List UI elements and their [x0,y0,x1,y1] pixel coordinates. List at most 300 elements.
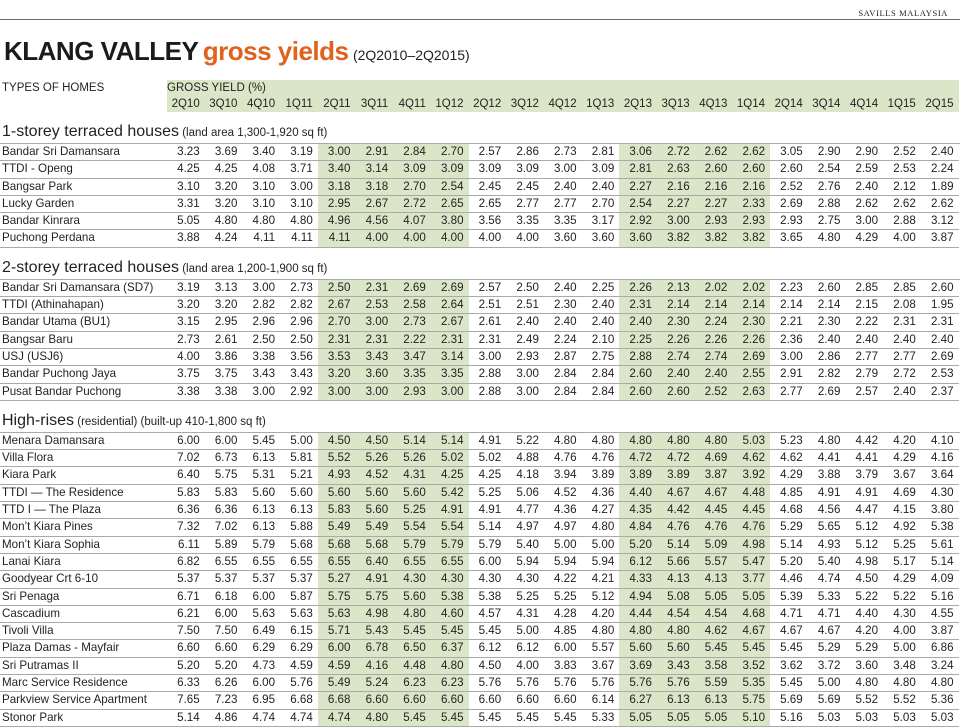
yield-cell: 4.10 [921,432,959,449]
yield-cell: 2.26 [732,331,770,348]
table-row [0,588,960,605]
yield-cell: 2.26 [657,331,695,348]
yield-cell: 2.88 [619,348,657,365]
yield-cell: 2.93 [732,213,770,230]
yield-cell: 3.86 [205,348,243,365]
yield-cell: 5.05 [619,709,657,726]
yield-cell: 2.74 [695,348,733,365]
yield-cell: 4.88 [506,450,544,467]
yield-cell: 4.00 [469,230,507,247]
yield-cell: 2.27 [695,195,733,212]
table-row [0,314,960,331]
top-rule [0,19,960,20]
yield-cell: 2.63 [732,383,770,400]
yield-cell: 4.25 [469,467,507,484]
yield-cell: 6.13 [280,502,318,519]
yield-cell: 3.35 [393,366,431,383]
yield-cell: 4.00 [883,623,921,640]
yield-cell: 5.60 [657,640,695,657]
yield-cell: 2.73 [393,314,431,331]
yield-cell: 5.38 [469,588,507,605]
table-row [0,675,960,692]
yield-cell: 5.68 [318,536,356,553]
yield-cell: 5.14 [393,432,431,449]
yield-cell: 5.37 [280,571,318,588]
yield-cell: 4.41 [808,450,846,467]
yield-cell: 2.30 [808,314,846,331]
yield-cell: 7.50 [167,623,205,640]
yield-cell: 4.80 [657,623,695,640]
yield-cell: 3.56 [280,348,318,365]
yield-cell: 2.40 [845,331,883,348]
property-name: Goodyear Crt 6-10 [0,571,167,588]
yield-cell: 2.60 [619,383,657,400]
yield-cell: 2.31 [318,331,356,348]
yield-cell: 5.27 [318,571,356,588]
yield-cell: 2.27 [657,195,695,212]
table-row [0,467,960,484]
yield-cell: 4.80 [582,432,620,449]
yield-cell: 4.67 [695,484,733,501]
yield-cell: 2.40 [845,178,883,195]
yield-cell: 3.38 [167,383,205,400]
quarter-header: 1Q11 [280,96,318,112]
yield-cell: 2.92 [619,213,657,230]
yield-cell: 6.13 [242,519,280,536]
yield-cell: 5.49 [355,519,393,536]
yield-cell: 4.71 [770,605,808,622]
yield-cell: 6.73 [205,450,243,467]
yield-cell: 2.90 [845,144,883,161]
yield-cell: 6.14 [582,692,620,709]
yield-cell: 2.58 [393,297,431,314]
yield-cell: 2.60 [657,383,695,400]
yield-cell: 5.76 [619,675,657,692]
yield-cell: 4.76 [732,519,770,536]
yield-cell: 4.00 [393,230,431,247]
yield-cell: 4.50 [318,432,356,449]
yield-cell: 3.19 [280,144,318,161]
table-row [0,432,960,449]
yield-cell: 6.12 [619,553,657,570]
yield-cell: 3.09 [469,161,507,178]
yield-cell: 2.82 [242,297,280,314]
yield-cell: 4.59 [280,657,318,674]
yield-cell: 2.52 [770,178,808,195]
yield-cell: 2.73 [167,331,205,348]
yield-cell: 2.87 [544,348,582,365]
yield-cell: 2.40 [921,331,959,348]
yield-cell: 5.76 [280,675,318,692]
yield-cell: 5.26 [393,450,431,467]
yield-cell: 4.91 [431,502,469,519]
yield-cell: 2.40 [657,366,695,383]
yield-cell: 4.29 [883,571,921,588]
yield-cell: 4.36 [582,484,620,501]
yield-cell: 3.17 [582,213,620,230]
yield-cell: 4.98 [845,553,883,570]
yield-cell: 2.60 [770,161,808,178]
yield-cell: 2.75 [582,348,620,365]
yield-cell: 5.76 [469,675,507,692]
yield-cell: 5.94 [506,553,544,570]
yield-cell: 5.45 [732,640,770,657]
yield-cell: 5.14 [167,709,205,726]
yield-cell: 6.11 [167,536,205,553]
yield-cell: 5.02 [469,450,507,467]
table-row [0,450,960,467]
yield-cell: 3.35 [544,213,582,230]
table-row [0,502,960,519]
yield-cell: 4.98 [732,536,770,553]
yield-cell: 4.46 [770,571,808,588]
yield-cell: 4.16 [355,657,393,674]
yield-cell: 3.82 [732,230,770,247]
yield-cell: 2.14 [770,297,808,314]
yield-cell: 4.20 [582,605,620,622]
yield-cell: 3.14 [355,161,393,178]
yield-cell: 5.79 [393,536,431,553]
yield-cell: 6.55 [431,553,469,570]
yield-cell: 4.54 [657,605,695,622]
yield-cell: 5.45 [544,709,582,726]
yield-cell: 2.93 [695,213,733,230]
yield-cell: 4.67 [770,623,808,640]
yield-cell: 5.49 [318,675,356,692]
yield-cell: 3.82 [657,230,695,247]
yield-cell: 4.45 [732,502,770,519]
yield-cell: 4.91 [808,484,846,501]
yield-cell: 5.52 [845,692,883,709]
section-name: 1-storey terraced houses [2,123,179,140]
yield-cell: 2.72 [883,366,921,383]
yield-cell: 2.92 [280,383,318,400]
yield-cell: 4.30 [469,571,507,588]
yield-cell: 3.64 [921,467,959,484]
yield-cell: 2.31 [355,279,393,296]
yield-cell: 2.40 [619,314,657,331]
quarter-header: 4Q10 [242,96,280,112]
yield-cell: 4.25 [205,161,243,178]
yield-cell: 4.67 [808,623,846,640]
yield-cell: 5.14 [469,519,507,536]
yield-cell: 2.26 [695,331,733,348]
yield-cell: 5.40 [808,553,846,570]
types-of-homes-label: TYPES OF HOMES [2,82,105,94]
yield-cell: 5.45 [431,623,469,640]
yield-cell: 3.60 [355,366,393,383]
yield-cell: 4.40 [845,605,883,622]
property-name: Sri Putramas II [0,657,167,674]
yield-cell: 5.45 [770,675,808,692]
yield-cell: 5.12 [845,536,883,553]
yield-cell: 4.48 [393,657,431,674]
yield-cell: 4.80 [921,675,959,692]
yield-cell: 2.52 [883,144,921,161]
page-title [4,36,470,67]
yield-cell: 2.91 [355,144,393,161]
yield-cell: 6.86 [921,640,959,657]
yield-cell: 4.91 [355,571,393,588]
yield-cell: 4.00 [883,230,921,247]
yield-cell: 4.97 [544,519,582,536]
yield-cell: 5.14 [921,553,959,570]
section-note: (residential) (built-up 410-1,800 sq ft) [77,415,266,428]
property-name: Lucky Garden [0,195,167,212]
yield-cell: 2.25 [619,331,657,348]
yield-cell: 4.11 [242,230,280,247]
quarter-header: 2Q10 [167,96,205,112]
yield-cell: 5.60 [242,484,280,501]
yield-cell: 3.71 [280,161,318,178]
yield-cell: 4.07 [393,213,431,230]
yield-cell: 2.84 [544,383,582,400]
yield-cell: 2.60 [921,279,959,296]
yield-cell: 3.60 [582,230,620,247]
yield-cell: 5.94 [582,553,620,570]
yield-cell: 4.08 [242,161,280,178]
yield-cell: 5.68 [280,536,318,553]
table-row [0,331,960,348]
yield-cell: 6.00 [205,432,243,449]
yield-cell: 4.33 [619,571,657,588]
yield-cell: 5.00 [544,536,582,553]
yield-cell: 2.62 [921,195,959,212]
yield-cell: 2.88 [808,195,846,212]
property-name: Bangsar Baru [0,331,167,348]
yield-cell: 2.96 [242,314,280,331]
yield-cell: 3.92 [732,467,770,484]
yield-cell: 2.79 [845,366,883,383]
yield-cell: 4.42 [845,432,883,449]
yield-cell: 2.08 [883,297,921,314]
yield-cell: 5.60 [355,484,393,501]
yield-cell: 4.86 [205,709,243,726]
yield-cell: 5.00 [506,623,544,640]
yield-cell: 3.10 [242,178,280,195]
yield-cell: 3.00 [506,383,544,400]
yield-cell: 5.05 [695,709,733,726]
property-name: TTDI - Openg [0,161,167,178]
yield-cell: 6.15 [280,623,318,640]
yield-cell: 4.55 [921,605,959,622]
yield-cell: 2.02 [732,279,770,296]
yield-cell: 5.38 [431,588,469,605]
yield-cell: 6.60 [506,692,544,709]
yield-cell: 5.60 [619,640,657,657]
yield-cell: 2.77 [883,348,921,365]
yield-cell: 6.36 [205,502,243,519]
yield-cell: 2.31 [883,314,921,331]
table-row [0,519,960,536]
yield-cell: 6.18 [205,588,243,605]
yield-cell: 5.29 [770,519,808,536]
yield-cell: 7.02 [167,450,205,467]
quarter-header: 1Q14 [732,96,770,112]
quarter-header: 2Q13 [619,96,657,112]
yield-cell: 5.03 [808,709,846,726]
yield-cell: 4.80 [808,432,846,449]
yield-cell: 4.00 [506,657,544,674]
yield-cell: 3.88 [167,230,205,247]
yield-cell: 2.30 [657,314,695,331]
quarter-header: 2Q15 [921,96,959,112]
yield-cell: 6.26 [205,675,243,692]
yield-cell: 3.00 [845,213,883,230]
yield-cell: 5.24 [355,675,393,692]
section-heading [0,122,960,144]
yield-cell: 5.60 [355,502,393,519]
yield-cell: 3.00 [431,383,469,400]
yield-cell: 4.76 [657,519,695,536]
yield-cell: 2.84 [544,366,582,383]
yield-cell: 6.13 [242,450,280,467]
yield-cell: 5.31 [242,467,280,484]
yield-cell: 6.00 [469,553,507,570]
yield-cell: 4.56 [355,213,393,230]
table-row [0,553,960,570]
property-name: TTDI (Athinahapan) [0,297,167,314]
yield-cell: 2.50 [280,331,318,348]
yield-cell: 2.49 [506,331,544,348]
yield-cell: 2.77 [770,383,808,400]
yield-cell: 3.23 [167,144,205,161]
table-row [0,230,960,247]
table-row [0,657,960,674]
yield-cell: 3.20 [318,366,356,383]
yield-cell: 4.68 [732,605,770,622]
yield-cell: 3.09 [393,161,431,178]
yield-cell: 4.68 [770,502,808,519]
yield-cell: 2.84 [393,144,431,161]
yield-cell: 4.52 [544,484,582,501]
yield-cell: 5.26 [355,450,393,467]
yield-cell: 4.25 [167,161,205,178]
yield-cell: 6.13 [657,692,695,709]
section-note: (land area 1,300-1,920 sq ft) [182,127,328,139]
quarter-header: 1Q15 [883,96,921,112]
property-name: USJ (USJ6) [0,348,167,365]
yield-cell: 5.14 [431,432,469,449]
yield-cell: 3.75 [205,366,243,383]
yield-cell: 2.69 [393,279,431,296]
yield-cell: 2.14 [808,297,846,314]
table-row [0,623,960,640]
yield-cell: 5.37 [167,571,205,588]
yield-cell: 5.22 [506,432,544,449]
yield-cell: 4.47 [845,502,883,519]
yield-cell: 5.76 [582,675,620,692]
yield-cell: 6.50 [393,640,431,657]
yield-cell: 3.87 [921,230,959,247]
yield-cell: 2.88 [469,366,507,383]
yield-cell: 2.75 [808,213,846,230]
yield-cell: 2.16 [732,178,770,195]
yield-cell: 2.77 [506,195,544,212]
yield-cell: 4.29 [883,450,921,467]
yield-cell: 5.00 [280,432,318,449]
yield-cell: 4.91 [469,502,507,519]
property-name: Marc Service Residence [0,675,167,692]
yield-cell: 3.47 [393,348,431,365]
yield-cell: 2.76 [808,178,846,195]
yield-cell: 2.54 [808,161,846,178]
yield-cell: 2.82 [808,366,846,383]
yield-cell: 5.94 [544,553,582,570]
yield-cell: 4.80 [619,432,657,449]
yield-cell: 2.65 [469,195,507,212]
yield-cell: 2.72 [393,195,431,212]
yield-cell: 3.48 [883,657,921,674]
yield-cell: 6.33 [167,675,205,692]
yield-cell: 4.97 [506,519,544,536]
yield-cell: 2.67 [318,297,356,314]
yield-cell: 4.00 [506,230,544,247]
yield-cell: 2.93 [770,213,808,230]
yield-cell: 2.26 [619,279,657,296]
yield-cell: 6.68 [318,692,356,709]
yield-cell: 2.96 [280,314,318,331]
yield-cell: 3.43 [280,366,318,383]
yield-cell: 2.50 [506,279,544,296]
yield-cell: 4.18 [506,467,544,484]
yield-cell: 2.31 [921,314,959,331]
yield-cell: 5.20 [770,553,808,570]
yield-cell: 2.02 [695,279,733,296]
yield-cell: 2.40 [808,331,846,348]
property-name: TTD I — The Plaza [0,502,167,519]
yield-cell: 4.80 [582,519,620,536]
yield-cell: 5.89 [205,536,243,553]
yield-cell: 2.95 [205,314,243,331]
yield-cell: 5.25 [506,588,544,605]
yield-cell: 4.85 [544,623,582,640]
yield-cell: 7.50 [205,623,243,640]
yield-cell: 6.40 [355,553,393,570]
yield-cell: 3.31 [167,195,205,212]
yield-cell: 5.42 [431,484,469,501]
yield-cell: 5.36 [921,692,959,709]
yield-cell: 5.66 [657,553,695,570]
property-name: Stonor Park [0,709,167,726]
yield-cell: 3.94 [544,467,582,484]
property-name: Bandar Kinrara [0,213,167,230]
yield-cell: 2.63 [657,161,695,178]
yield-cell: 2.40 [582,178,620,195]
yield-cell: 3.77 [732,571,770,588]
yield-cell: 6.40 [167,467,205,484]
yield-cell: 3.10 [167,178,205,195]
yield-cell: 4.29 [770,467,808,484]
yield-cell: 5.03 [883,709,921,726]
section-heading [0,258,960,280]
table-row [0,383,960,400]
yield-cell: 3.89 [582,467,620,484]
quarter-header: 3Q13 [657,96,695,112]
yield-cell: 4.52 [355,467,393,484]
yield-cell: 5.83 [167,484,205,501]
yield-cell: 5.12 [582,588,620,605]
yield-cell: 3.60 [544,230,582,247]
table-row [0,178,960,195]
yield-cell: 3.75 [167,366,205,383]
yield-cell: 4.15 [883,502,921,519]
yield-cell: 4.80 [280,213,318,230]
yield-cell: 6.29 [242,640,280,657]
yield-cell: 2.60 [619,366,657,383]
yield-cell: 6.00 [205,605,243,622]
yield-cell: 4.44 [619,605,657,622]
